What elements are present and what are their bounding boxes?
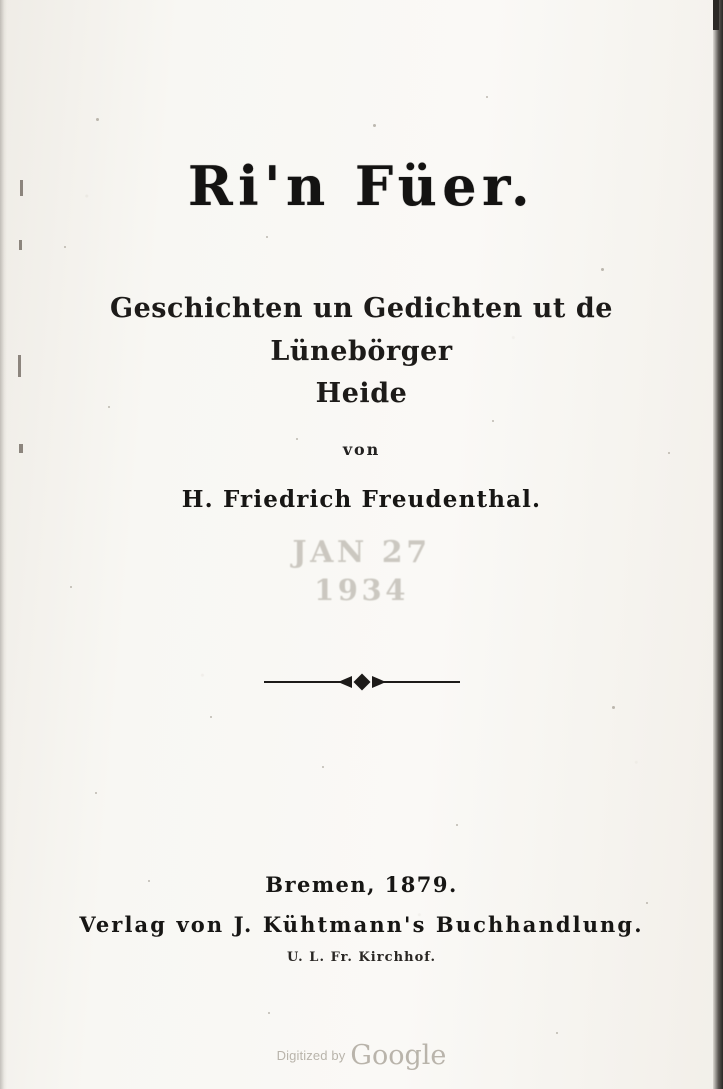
subtitle-line-2: Heide — [315, 378, 408, 410]
imprint-publisher: Verlag von J. Kühtmann's Buchhandlung. — [79, 912, 644, 937]
imprint-place: Bremen, 1879. — [265, 872, 458, 897]
stamp-line-1: JAN 27 — [292, 535, 431, 570]
subtitle — [86, 288, 637, 416]
google-digitized-watermark — [0, 1040, 723, 1071]
stamp-line-2: 1934 — [314, 573, 409, 608]
watermark-prefix: Digitized by — [276, 1048, 346, 1063]
byline-label: von — [342, 440, 381, 459]
author-name: H. Friedrich Freudenthal. — [181, 486, 542, 513]
subtitle-line-1: Geschichten un Gedichten ut de Lünebörger — [109, 293, 614, 367]
diamond-rule-ornament-icon — [264, 672, 460, 692]
library-date-stamp — [0, 534, 723, 610]
imprint-printer: U. L. Fr. Kirchhof. — [286, 950, 437, 965]
page-title: Ri'n Füer. — [187, 154, 536, 218]
watermark-brand: Google — [350, 1040, 447, 1071]
